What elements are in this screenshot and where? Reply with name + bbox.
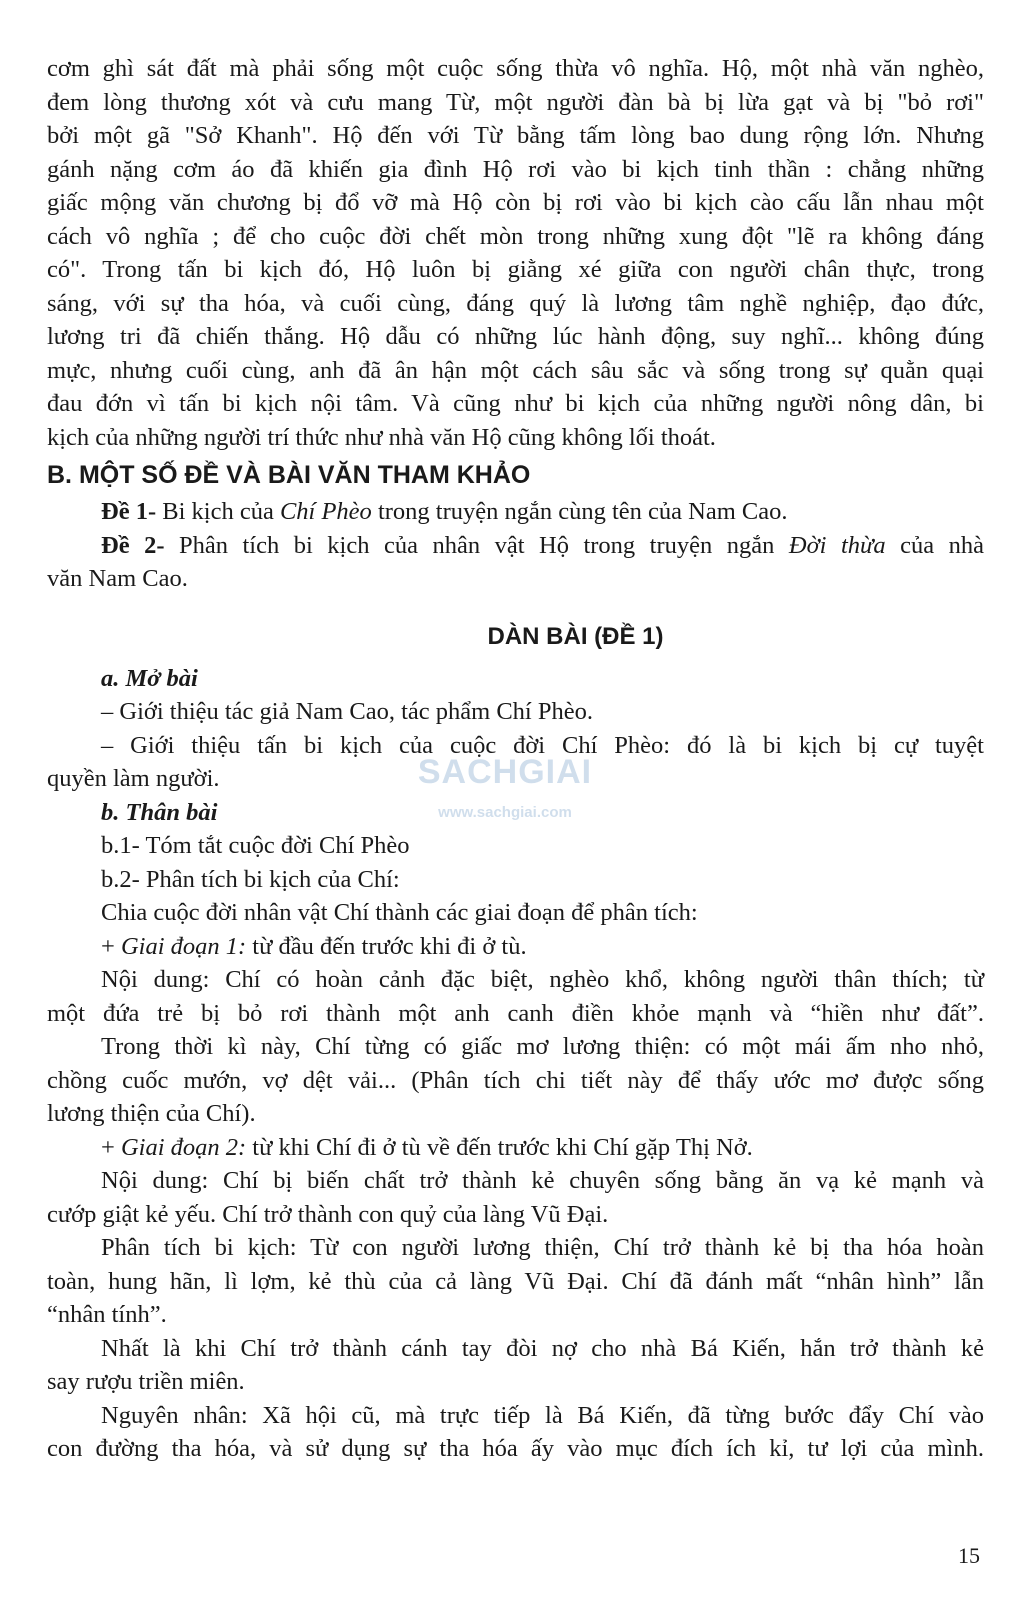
de-2-label: Đề 2- bbox=[101, 531, 165, 559]
section-b-heading: B. MỘT SỐ ĐỀ VÀ BÀI VĂN THAM KHẢO bbox=[47, 461, 531, 489]
de-2-continued: văn Nam Cao. bbox=[47, 565, 188, 592]
than-bai-b1: b.1- Tóm tắt cuộc đời Chí Phèo bbox=[101, 832, 410, 859]
than-bai-heading: b. Thân bài bbox=[101, 798, 218, 826]
than-bai-intro: Chia cuộc đời nhân vật Chí thành các giai đoạn để phân tích: bbox=[101, 899, 698, 926]
text-line: mực, nhưng cuối cùng, anh đã ân hận một cách sâu sắc và sống trong sự quằn quại bbox=[47, 356, 984, 384]
de-1-post: trong truyện ngắn cùng tên của Nam Cao. bbox=[371, 498, 788, 525]
text-line: Phân tích bi kịch: Từ con người lương thiện, Chí trở thành kẻ bị tha hóa hoàn bbox=[101, 1234, 984, 1261]
page-number: 15 bbox=[958, 1543, 980, 1568]
de-1-pre: Bi kịch của bbox=[156, 498, 280, 525]
text-line: Nhất là khi Chí trở thành cánh tay đòi nợ cho nhà Bá Kiến, hắn trở thành kẻ bbox=[101, 1334, 984, 1362]
text-line: Trong thời kì này, Chí từng có giấc mơ lương thiện: có một mái ấm nho nhỏ, bbox=[101, 1033, 984, 1060]
de-2-title: Đời thừa bbox=[788, 531, 886, 559]
de-2 bbox=[47, 529, 984, 563]
text-line: có". Trong tấn bi kịch đó, Hộ luôn bị giằng xé giữa con người chân thực, trong bbox=[47, 256, 984, 283]
giai-doan-2 bbox=[47, 1131, 984, 1165]
mo-bai-item: – Giới thiệu tác giả Nam Cao, tác phẩm Chí Phèo. bbox=[101, 698, 593, 725]
de-1-label: Đề 1- bbox=[101, 498, 157, 525]
page-content bbox=[47, 52, 984, 1466]
mo-bai-item-continued: quyền làm người. bbox=[47, 765, 220, 792]
dan-bai-title: DÀN BÀI (ĐỀ 1) bbox=[487, 622, 664, 650]
text-line: “nhân tính”. bbox=[47, 1301, 167, 1328]
text-line: Nguyên nhân: Xã hội cũ, mà trực tiếp là Bá Kiến, đã từng bước đẩy Chí vào bbox=[101, 1401, 984, 1429]
text-line: lương tri đã chiến thắng. Hộ dẫu có những lúc hành động, suy nghĩ... không đúng bbox=[47, 323, 984, 350]
text-line: gánh nặng cơm áo đã khiến gia đình Hộ rơi vào bi kịch tinh thần : chẳng những bbox=[47, 155, 984, 183]
text-line: cơm ghì sát đất mà phải sống một cuộc sống thừa vô nghĩa. Hộ, một nhà văn nghèo, bbox=[47, 55, 984, 82]
giai-doan-label: Giai đoạn 2: bbox=[120, 1133, 247, 1161]
text-line: con đường tha hóa, và sử dụng sự tha hóa ấy vào mục đích ích kỉ, tư lợi của mình. bbox=[47, 1435, 984, 1462]
text-line: Nội dung: Chí bị biến chất trở thành kẻ chuyên sống bằng ăn vạ kẻ mạnh và bbox=[101, 1167, 984, 1194]
text-line: Nội dung: Chí có hoàn cảnh đặc biệt, nghèo khổ, không người thân thích; từ bbox=[101, 966, 984, 993]
de-1-title: Chí Phèo bbox=[279, 498, 372, 525]
intro-paragraph bbox=[47, 52, 984, 454]
giai-doan-text: từ khi Chí đi ở tù về đến trước khi Chí gặp Thị Nở. bbox=[246, 1133, 753, 1161]
text-line: giấc mộng văn chương bị đổ vỡ mà Hộ còn bị rơi vào bi kịch cào cấu lẫn nhau một bbox=[47, 189, 984, 216]
text-line: sáng, với sự tha hóa, và cuối cùng, đáng quý là lương tâm nghề nghiệp, đạo đức, bbox=[47, 289, 984, 317]
than-bai-b2: b.2- Phân tích bi kịch của Chí: bbox=[101, 865, 400, 893]
text-line: kịch của những người trí thức như nhà văn Hộ cũng không lối thoát. bbox=[47, 423, 716, 451]
mo-bai-heading: a. Mở bài bbox=[101, 664, 198, 692]
giai-doan-1 bbox=[47, 930, 984, 964]
de-1 bbox=[47, 495, 984, 529]
text-line: lương thiện của Chí). bbox=[47, 1100, 256, 1127]
watermark-url: www.sachgiai.com bbox=[438, 804, 572, 821]
text-line: say rượu triền miên. bbox=[47, 1368, 245, 1395]
de-2-post: của nhà bbox=[885, 531, 985, 559]
mo-bai-item: – Giới thiệu tấn bi kịch của cuộc đời Chí Phèo: đó là bi kịch bị cự tuyệt bbox=[101, 731, 984, 759]
watermark-logo: SACHGIAI bbox=[417, 753, 593, 791]
text-line: chồng cuốc mướn, vợ dệt vải... (Phân tích chi tiết này để thấy ước mơ được sống bbox=[47, 1066, 984, 1094]
text-line: một đứa trẻ bị bỏ rơi thành một anh canh điền khỏe mạnh và “hiền như đất”. bbox=[47, 999, 984, 1027]
giai-doan-label: Giai đoạn 1: bbox=[120, 932, 247, 960]
giai-doan-prefix: + bbox=[101, 1133, 121, 1161]
text-line: toàn, hung hãn, lì lợm, kẻ thù của cả làng Vũ Đại. Chí đã đánh mất “nhân hình” lẫn bbox=[47, 1267, 984, 1295]
de-2-pre: Phân tích bi kịch của nhân vật Hộ trong truyện ngắn bbox=[164, 531, 789, 559]
text-line: bởi một gã "Sở Khanh". Hộ đến với Từ bằng tấm lòng bao dung rộng lớn. Nhưng bbox=[47, 122, 984, 149]
text-line: đau đớn vì tấn bi kịch nội tâm. Và cũng như bi kịch của những người nông dân, bi bbox=[47, 390, 984, 417]
text-line: cướp giật kẻ yếu. Chí trở thành con quỷ của làng Vũ Đại. bbox=[47, 1200, 609, 1228]
giai-doan-text: từ đầu đến trước khi đi ở tù. bbox=[246, 932, 527, 960]
text-line: đem lòng thương xót và cưu mang Từ, một người đàn bà bị lừa gạt và bị "bỏ rơi" bbox=[47, 88, 984, 116]
giai-doan-prefix: + bbox=[101, 932, 121, 960]
text-line: cách vô nghĩa ; để cho cuộc đời chết mòn trong những xung đột "lẽ ra không đáng bbox=[47, 222, 984, 250]
